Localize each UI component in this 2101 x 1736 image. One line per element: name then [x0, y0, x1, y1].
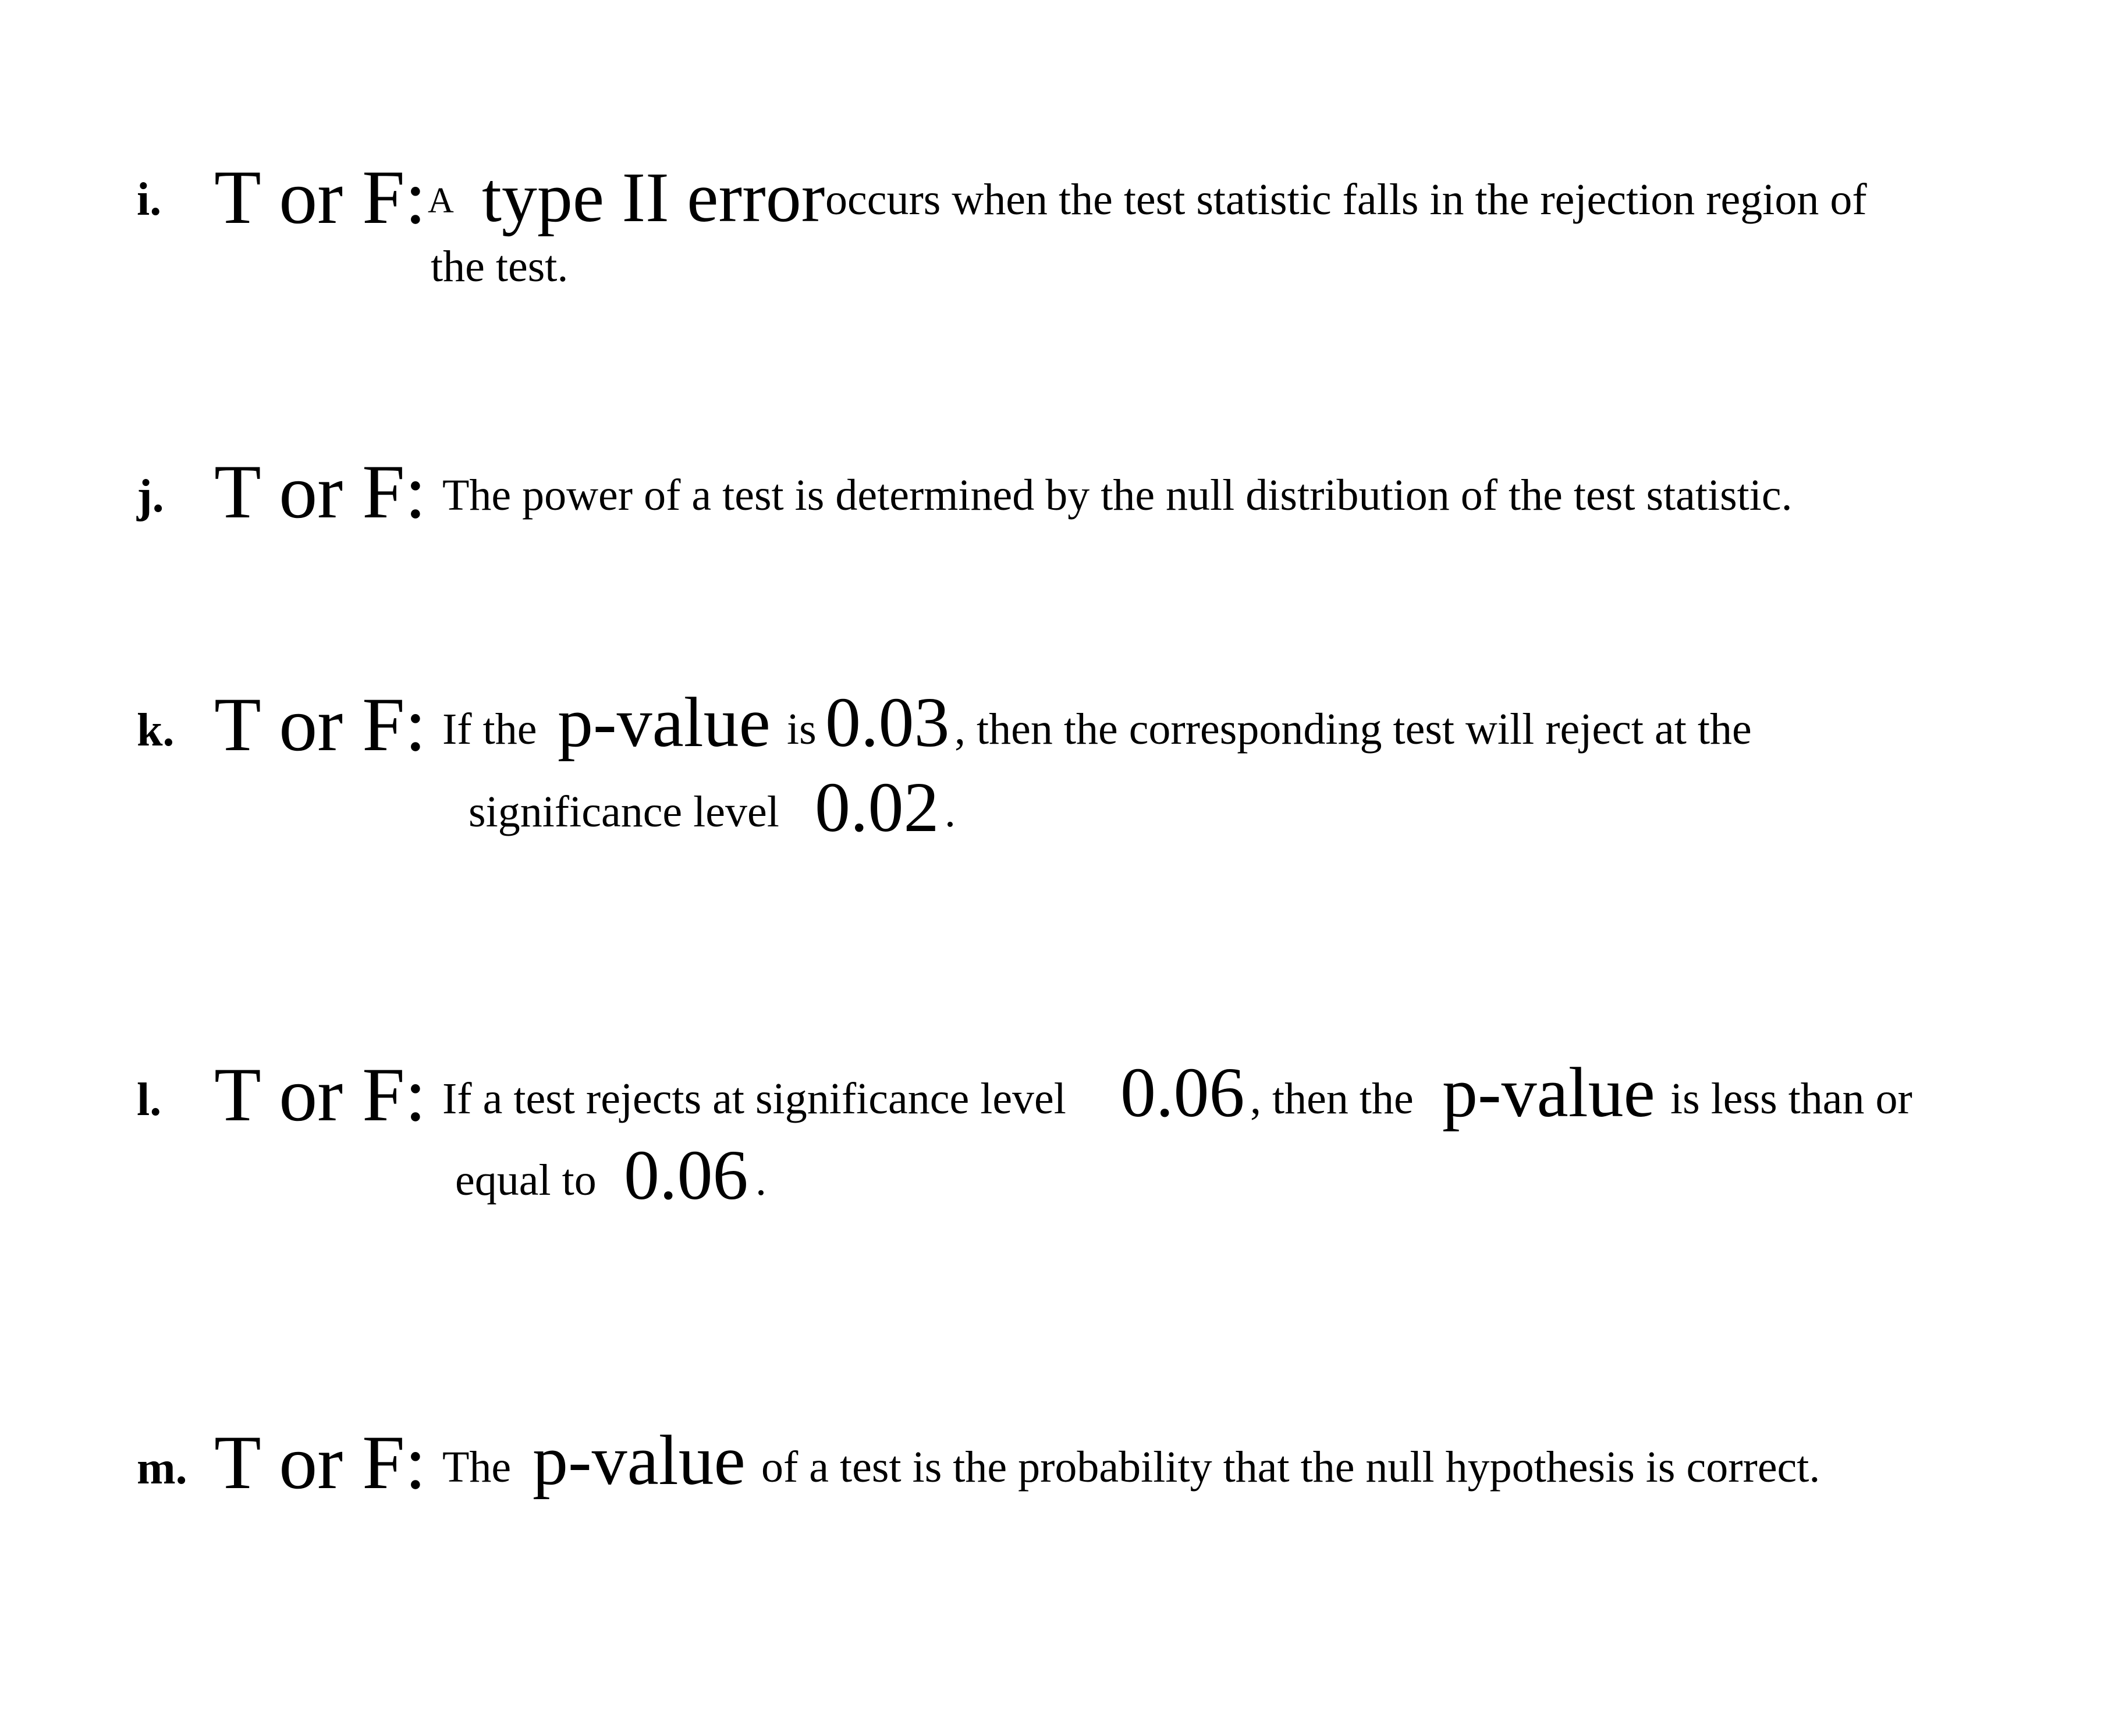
question-term: p-value — [533, 1421, 746, 1500]
question-text: If a test rejects at significance level — [442, 1074, 1066, 1123]
question-label: m. — [137, 1443, 187, 1494]
question-text: is — [787, 705, 817, 754]
question-term: p-value — [558, 683, 771, 762]
question-text: The power of a test is determined by the null distribution of the test statistic. — [442, 471, 1793, 520]
question-text-continued: . — [945, 787, 956, 836]
question-value: 0.06 — [624, 1136, 748, 1215]
question-text-continued: equal to — [455, 1156, 597, 1205]
question-term: p-value — [1442, 1053, 1655, 1132]
question-value: 0.02 — [815, 768, 939, 847]
true-false-prompt: T or F: — [214, 1419, 427, 1505]
question-term: type II error — [482, 158, 825, 237]
question-label: k. — [137, 705, 175, 756]
question-text-continued: significance level — [469, 787, 779, 836]
question-value: 0.03 — [825, 683, 950, 762]
question-label: j. — [137, 471, 164, 522]
true-false-prompt: T or F: — [214, 1052, 427, 1137]
question-text: The — [442, 1443, 512, 1492]
true-false-prompt: T or F: — [214, 449, 427, 534]
question-text: , then the corresponding test will reject at the — [954, 705, 1752, 754]
question-text-continued: the test. — [431, 242, 569, 291]
question-value: 0.06 — [1120, 1053, 1245, 1132]
question-text: is less than or — [1670, 1074, 1912, 1123]
question-text: A — [428, 181, 454, 221]
question-text: If the — [442, 705, 537, 754]
true-false-prompt: T or F: — [214, 681, 427, 767]
true-false-prompt: T or F: — [214, 154, 427, 240]
question-label: l. — [137, 1074, 162, 1126]
question-text: of a test is the probability that the null hypothesis is correct. — [761, 1443, 1820, 1492]
question-label: i. — [137, 174, 162, 225]
question-text: occurs when the test statistic falls in the rejection region of — [825, 175, 1867, 224]
question-text: , then the — [1250, 1074, 1414, 1123]
question-text-continued: . — [755, 1156, 766, 1205]
